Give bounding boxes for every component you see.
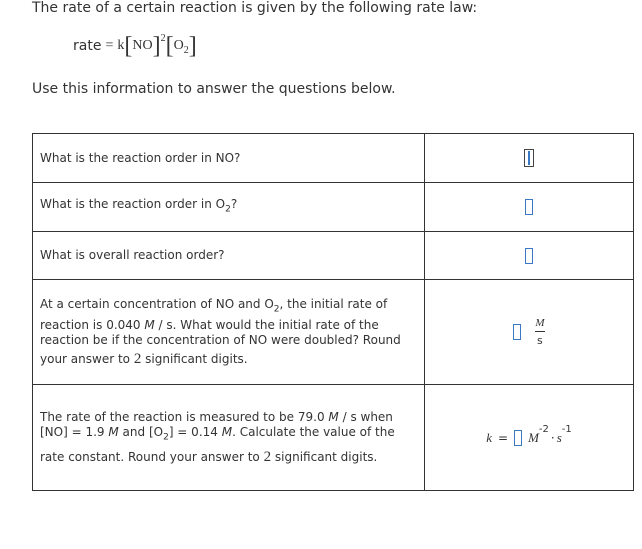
sig-digits: 2: [133, 350, 142, 367]
unit: M: [144, 317, 155, 332]
subscript: 2: [225, 204, 231, 215]
answer-input-order-o2[interactable]: [525, 199, 533, 215]
question-row: [33, 385, 634, 491]
bracket-close: ]: [188, 33, 197, 59]
multiply-dot: ·: [550, 430, 555, 445]
answer-input-order-no[interactable]: [524, 149, 534, 167]
exponent-m: -2: [538, 424, 549, 435]
question-text-part: ?: [230, 196, 238, 211]
bracket-open: [: [165, 33, 174, 59]
text: / s when: [338, 410, 393, 425]
text: significant digits.: [271, 449, 378, 464]
question-text-part: What is the reaction order in O: [40, 196, 226, 211]
rate-law-equation: [73, 34, 197, 58]
text: , the initial rate of: [279, 297, 388, 312]
bracket-open: [: [124, 33, 133, 59]
text: The rate of the reaction is measured to be 79.0: [40, 410, 329, 425]
rate-constant-k: k: [117, 38, 125, 53]
unit: M: [328, 410, 339, 425]
answer-cell: [425, 134, 634, 183]
answer-input-overall-order[interactable]: [525, 248, 533, 264]
question-text: What is the reaction order in NO?: [33, 134, 425, 183]
rate-constant-answer: [486, 424, 572, 446]
question-text: What is overall reaction order?: [33, 232, 425, 280]
text: / s. What would the initial rate of the: [154, 317, 379, 332]
intro-text: The rate of a certain reaction is given by the following rate law:: [32, 0, 478, 16]
text: and [O: [118, 425, 164, 440]
unit: M: [108, 425, 119, 440]
text: reaction is 0.040: [40, 317, 145, 332]
text: . Calculate the value of the: [232, 425, 395, 440]
answer-cell: [425, 183, 634, 232]
sig-digits: 2: [263, 448, 272, 465]
unit-s: s: [556, 429, 562, 445]
unit-fraction: [535, 317, 545, 347]
question-text: [33, 385, 425, 491]
answer-input-new-rate[interactable]: [513, 324, 521, 340]
exponent-no: 2: [160, 32, 166, 44]
text: your answer to: [40, 351, 134, 366]
instructions-text: Use this information to answer the questions below.: [32, 81, 396, 97]
answer-cell: [425, 232, 634, 280]
k-label: k: [486, 429, 492, 445]
unit-m: M: [528, 429, 539, 445]
question-text: [33, 280, 425, 385]
unit: M: [221, 425, 233, 440]
text: At a certain concentration of NO and O: [40, 297, 274, 312]
unit-denominator: s: [537, 334, 543, 347]
species-o2: O: [173, 38, 184, 53]
equals-sign: =: [105, 38, 114, 53]
text: reaction be if the concentration of NO were doubled? Round: [40, 332, 401, 347]
question-row: [33, 280, 634, 385]
fraction-bar: [535, 331, 545, 332]
exponent-s: -1: [561, 424, 572, 435]
species-o2-subscript: 2: [183, 44, 189, 56]
questions-table: [32, 133, 634, 491]
text: rate constant. Round your answer to: [40, 449, 264, 464]
answer-input-rate-constant[interactable]: [514, 430, 522, 446]
question-row: [33, 134, 634, 183]
text: significant digits.: [141, 351, 248, 366]
species-no: NO: [132, 38, 153, 53]
equals-sign: =: [498, 430, 509, 445]
text: [NO] = 1.9: [40, 425, 109, 440]
question-row: [33, 183, 634, 232]
subscript: 2: [163, 432, 169, 443]
bracket-close: ]: [152, 33, 161, 59]
question-text: [33, 183, 425, 232]
question-row: [33, 232, 634, 280]
rate-word: rate: [73, 38, 102, 54]
text: ] = 0.14: [168, 425, 222, 440]
subscript: 2: [273, 304, 280, 315]
answer-cell: [425, 280, 634, 385]
answer-cell: [425, 385, 634, 491]
unit-numerator: M: [535, 317, 545, 329]
